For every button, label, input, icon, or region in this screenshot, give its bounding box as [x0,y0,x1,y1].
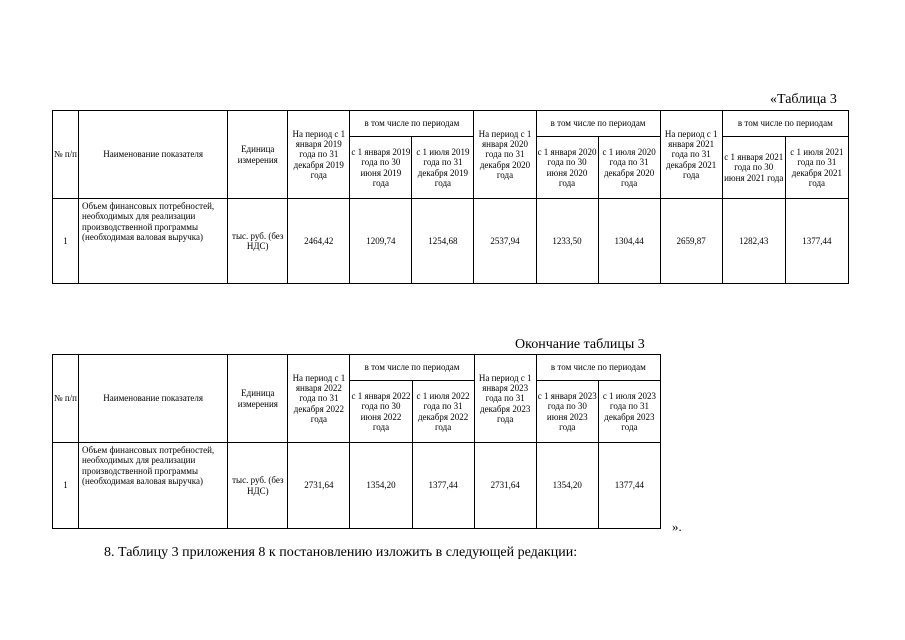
row-value: 2464,42 [288,199,350,284]
row-value: 1209,74 [350,199,412,284]
closing-quote: ». [672,519,682,534]
header-h2-2020: с 1 июля 2020 года по 31 декабря 2020 года [598,137,660,199]
header-incl-2020: в том числе по периодам [536,111,660,137]
header-h2-2022: с 1 июля 2022 года по 31 декабря 2022 года [412,381,474,443]
header-h2-2023: с 1 июля 2023 года по 31 декабря 2023 года [598,381,660,443]
row-unit: тыс. руб. (без НДС) [228,199,288,284]
row-value: 1377,44 [598,443,660,529]
header-period-2021: На период с 1 января 2021 года по 31 декабря 2021 года [660,111,722,199]
row-value: 1377,44 [412,443,474,529]
header-num: № п/п [53,355,79,443]
row-value: 1354,20 [350,443,412,529]
header-incl-2023: в том числе по периодам [536,355,660,381]
header-unit: Единица измерения [228,111,288,199]
row-value: 1354,20 [536,443,598,529]
amendment-paragraph: 8. Таблицу 3 приложения 8 к постановлению изложить в следующей редакции: [104,545,578,560]
row-unit: тыс. руб. (без НДС) [228,443,288,529]
table-row [53,443,661,529]
header-name: Наименование показателя [79,355,228,443]
row-num: 1 [53,443,79,529]
table-row [53,199,849,284]
header-h2-2021: с 1 июля 2021 года по 31 декабря 2021 года [785,137,848,199]
header-incl-2022: в том числе по периодам [350,355,474,381]
row-value: 1377,44 [785,199,848,284]
header-name: Наименование показателя [79,111,228,199]
header-period-2020: На период с 1 января 2020 года по 31 декабря 2020 года [474,111,536,199]
header-h1-2019: с 1 января 2019 года по 30 июня 2019 года [350,137,412,199]
header-period-2019: На период с 1 января 2019 года по 31 декабря 2019 года [288,111,350,199]
header-period-2022: На период с 1 января 2022 года по 31 декабря 2022 года [288,355,350,443]
row-value: 2537,94 [474,199,536,284]
header-incl-2021: в том числе по периодам [722,111,848,137]
header-unit: Единица измерения [228,355,288,443]
row-value: 1282,43 [722,199,785,284]
header-h1-2020: с 1 января 2020 года по 30 июня 2020 года [536,137,598,199]
row-num: 1 [53,199,79,284]
row-name: Объем финансовых потребностей, необходимых для реализации производственной программы (необходимая валовая выручка) [79,199,228,284]
row-value: 2659,87 [660,199,722,284]
header-h1-2023: с 1 января 2023 года по 30 июня 2023 года [536,381,598,443]
row-value: 2731,64 [474,443,536,529]
row-value: 2731,64 [288,443,350,529]
header-num: № п/п [53,111,79,199]
table1 [52,110,849,284]
row-value: 1254,68 [412,199,474,284]
row-value: 1304,44 [598,199,660,284]
table2 [52,354,661,529]
table1-caption: «Таблица 3 [770,92,837,107]
table2-caption: Окончание таблицы 3 [515,337,645,352]
header-h1-2021: с 1 января 2021 года по 30 июня 2021 года [722,137,785,199]
header-h1-2022: с 1 января 2022 года по 30 июня 2022 года [350,381,412,443]
row-value: 1233,50 [536,199,598,284]
header-h2-2019: с 1 июля 2019 года по 31 декабря 2019 года [412,137,474,199]
header-incl-2019: в том числе по периодам [350,111,474,137]
row-name: Объем финансовых потребностей, необходимых для реализации производственной программы (необходимая валовая выручка) [79,443,228,529]
header-period-2023: На период с 1 января 2023 года по 31 декабря 2023 года [474,355,536,443]
